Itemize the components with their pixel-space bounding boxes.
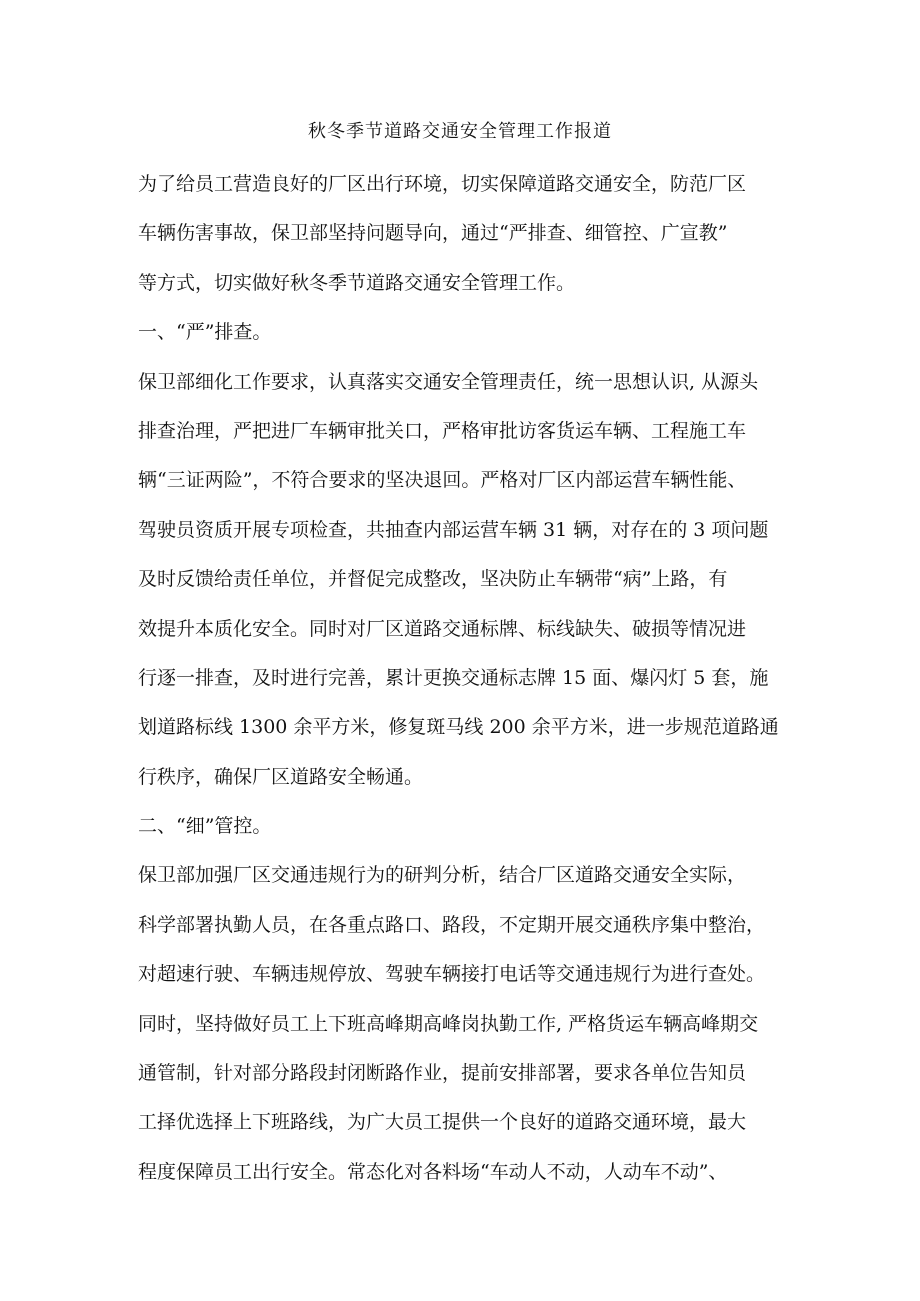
body-line: 及时反馈给责任单位，并督促完成整改，坚决防止车辆带“病”上路，有 bbox=[138, 568, 728, 591]
body-line: 同时，坚持做好员工上下班高峰期高峰岗执勤工作, 严格货运车辆高峰期交 bbox=[138, 1012, 759, 1035]
body-line: 划道路标线 1300 余平方米，修复斑马线 200 余平方米，进一步规范道路通 bbox=[138, 716, 779, 739]
document-body bbox=[138, 160, 798, 1197]
section-heading: 二、“细”管控。 bbox=[138, 815, 272, 838]
body-line: 程度保障员工出行安全。常态化对各料场“车动人不动，人动车不动”、 bbox=[138, 1160, 728, 1183]
section-heading: 一、“严”排查。 bbox=[138, 321, 272, 344]
body-line: 行秩序，确保厂区道路安全畅通。 bbox=[138, 765, 424, 788]
body-line: 车辆伤害事故，保卫部坚持问题导向，通过“严排查、细管控、广宣教” bbox=[138, 222, 728, 245]
body-line: 辆“三证两险”，不符合要求的坚决退回。严格对厂区内部运营车辆性能、 bbox=[138, 469, 747, 492]
body-line: 排查治理，严把进厂车辆审批关口，严格审批访客货运车辆、工程施工车 bbox=[138, 419, 747, 442]
body-line: 驾驶员资质开展专项检查，共抽查内部运营车辆 31 辆，对存在的 3 项问题 bbox=[138, 518, 769, 541]
document-title: 秋冬季节道路交通安全管理工作报道 bbox=[308, 121, 612, 142]
body-line: 保卫部加强厂区交通违规行为的研判分析，结合厂区道路交通安全实际， bbox=[138, 864, 747, 887]
body-line: 保卫部细化工作要求，认真落实交通安全管理责任，统一思想认识, 从源头 bbox=[138, 370, 759, 393]
body-line: 对超速行驶、车辆违规停放、驾驶车辆接打电话等交通违规行为进行查处。 bbox=[138, 963, 766, 986]
body-line: 为了给员工营造良好的厂区出行环境，切实保障道路交通安全，防范厂区 bbox=[138, 173, 747, 195]
body-line: 工择优选择上下班路线，为广大员工提供一个良好的道路交通环境，最大 bbox=[138, 1111, 747, 1134]
body-line: 效提升本质化安全。同时对厂区道路交通标牌、标线缺失、破损等情况进 bbox=[138, 617, 747, 640]
body-line: 通管制，针对部分路段封闭断路作业，提前安排部署，要求各单位告知员 bbox=[138, 1062, 747, 1085]
body-line: 科学部署执勤人员，在各重点路口、路段，不定期开展交通秩序集中整治， bbox=[138, 913, 766, 936]
body-line: 等方式，切实做好秋冬季节道路交通安全管理工作。 bbox=[138, 271, 576, 294]
body-line: 行逐一排查，及时进行完善，累计更换交通标志牌 15 面、爆闪灯 5 套，施 bbox=[138, 666, 769, 689]
